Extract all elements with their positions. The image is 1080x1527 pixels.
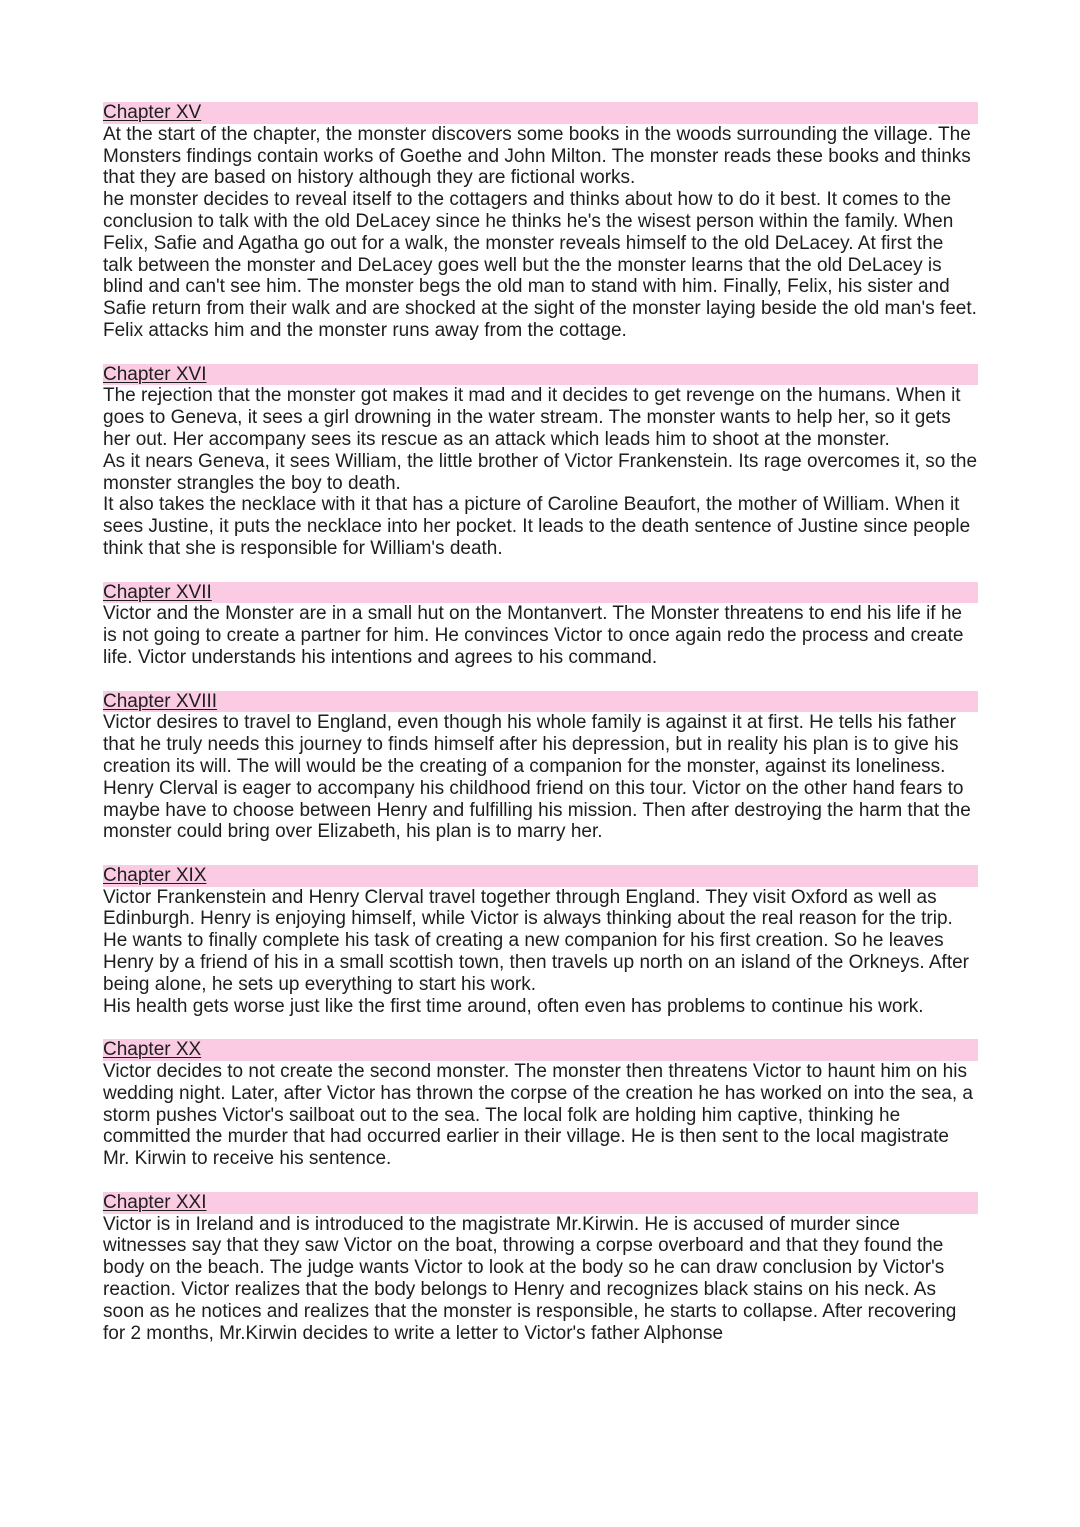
chapter-paragraph: Victor and the Monster are in a small hut on the Montanvert. The Monster threatens to end his life if he is not going to create a partner for him. He convinces Victor to once again redo the process and create life. Victor understands his intentions and agrees to his command. bbox=[103, 603, 964, 668]
chapter-title: Chapter XVII bbox=[103, 581, 212, 603]
chapter-section bbox=[103, 1039, 978, 1170]
chapter-heading bbox=[103, 364, 978, 386]
chapter-paragraph: Victor decides to not create the second monster. The monster then threatens Victor to haunt him on his wedding night. Later, after Victor has thrown the corpse of the creation he has worked on into the sea, a storm pushes Victor's sailboat out to the sea. The local folk are holding him captive, thinking he committed the murder that had occurred earlier in their village. He is then sent to the local magistrate Mr. Kirwin to receive his sentence. bbox=[103, 1061, 973, 1170]
chapter-heading bbox=[103, 582, 978, 604]
chapter-paragraph: The rejection that the monster got makes it mad and it decides to get revenge on the humans. When it goes to Geneva, it sees a girl drowning in the water stream. The monster wants to help her, so it gets her out. Her accompany sees its rescue as an attack which leads him to shoot at the monster. bbox=[103, 385, 961, 450]
chapter-heading bbox=[103, 1192, 978, 1214]
chapter-section bbox=[103, 865, 978, 1018]
chapter-heading bbox=[103, 865, 978, 887]
chapter-title: Chapter XX bbox=[103, 1039, 202, 1061]
chapter-heading bbox=[103, 102, 978, 124]
chapter-paragraph: As it nears Geneva, it sees William, the little brother of Victor Frankenstein. Its rage overcomes it, so the monster strangles the boy to death. bbox=[103, 450, 978, 494]
chapter-title: Chapter XVI bbox=[103, 363, 207, 385]
chapter-title: Chapter XV bbox=[103, 102, 202, 123]
chapter-paragraph: Victor desires to travel to England, even though his whole family is against it at first. He tells his father that he truly needs this journey to finds himself after his depression, but in reality his plan is to give his creation its will. The will would be the creating of a companion for the monster, against its loneliness. Henry Clerval is eager to accompany his childhood friend on this tour. Victor on the other hand fears to maybe have to choose between Henry and fulfilling his mission. Then after destroying the harm that the monster could bring over Elizabeth, his plan is to marry her. bbox=[103, 712, 971, 843]
chapter-title: Chapter XVIII bbox=[103, 690, 218, 712]
document-page bbox=[103, 102, 978, 1366]
chapter-paragraph: he monster decides to reveal itself to the cottagers and thinks about how to do it best. It comes to the conclusion to talk with the old DeLacey since he thinks he's the wisest person within the family. When Felix, Safie and Agatha go out for a walk, the monster reveals himself to the old DeLacey. At first the talk between the monster and DeLacey goes well but the the monster learns that the old DeLacey is blind and can't see him. The monster begs the old man to stand with him. Finally, Felix, his sister and Safie return from their walk and are shocked at the sight of the monster laying beside the old man's feet. Felix attacks him and the monster runs away from the cottage. bbox=[103, 189, 977, 341]
chapter-heading bbox=[103, 1039, 978, 1061]
chapter-heading bbox=[103, 691, 978, 713]
chapter-title: Chapter XIX bbox=[103, 864, 207, 886]
chapter-paragraph: Victor Frankenstein and Henry Clerval travel together through England. They visit Oxford as well as Edinburgh. Henry is enjoying himself, while Victor is always thinking about the real reason for the trip. He wants to finally complete his task of creating a new companion for his first creation. So he leaves Henry by a friend of his in a small scottish town, then travels up north on an island of the Orkneys. After being alone, he sets up everything to start his work. bbox=[103, 886, 969, 995]
chapter-section bbox=[103, 102, 978, 342]
chapter-paragraph: Victor is in Ireland and is introduced to the magistrate Mr.Kirwin. He is accused of murder since witnesses say that they saw Victor on the boat, throwing a corpse overboard and that they found the body on the beach. The judge wants Victor to look at the body so he can draw conclusion by Victor's reaction. Victor realizes that the body belongs to Henry and recognizes black stains on his neck. As soon as he notices and realizes that the monster is responsible, he starts to collapse. After recovering for 2 months, Mr.Kirwin decides to write a letter to Victor's father Alphonse bbox=[103, 1213, 957, 1344]
chapter-section bbox=[103, 691, 978, 844]
chapter-paragraph: At the start of the chapter, the monster discovers some books in the woods surrounding the village. The Monsters findings contain works of Goethe and John Milton. The monster reads these books and thinks that they are based on history although they are fictional works. bbox=[103, 123, 971, 189]
chapter-paragraph: His health gets worse just like the first time around, often even has problems to continue his work. bbox=[103, 995, 924, 1017]
chapter-section bbox=[103, 582, 978, 669]
chapter-paragraph: It also takes the necklace with it that has a picture of Caroline Beaufort, the mother of William. When it sees Justine, it puts the necklace into her pocket. It leads to the death sentence of Justine since people think that she is responsible for William's death. bbox=[103, 494, 971, 559]
chapter-section bbox=[103, 364, 978, 560]
chapter-section bbox=[103, 1192, 978, 1345]
chapter-title: Chapter XXI bbox=[103, 1191, 207, 1213]
